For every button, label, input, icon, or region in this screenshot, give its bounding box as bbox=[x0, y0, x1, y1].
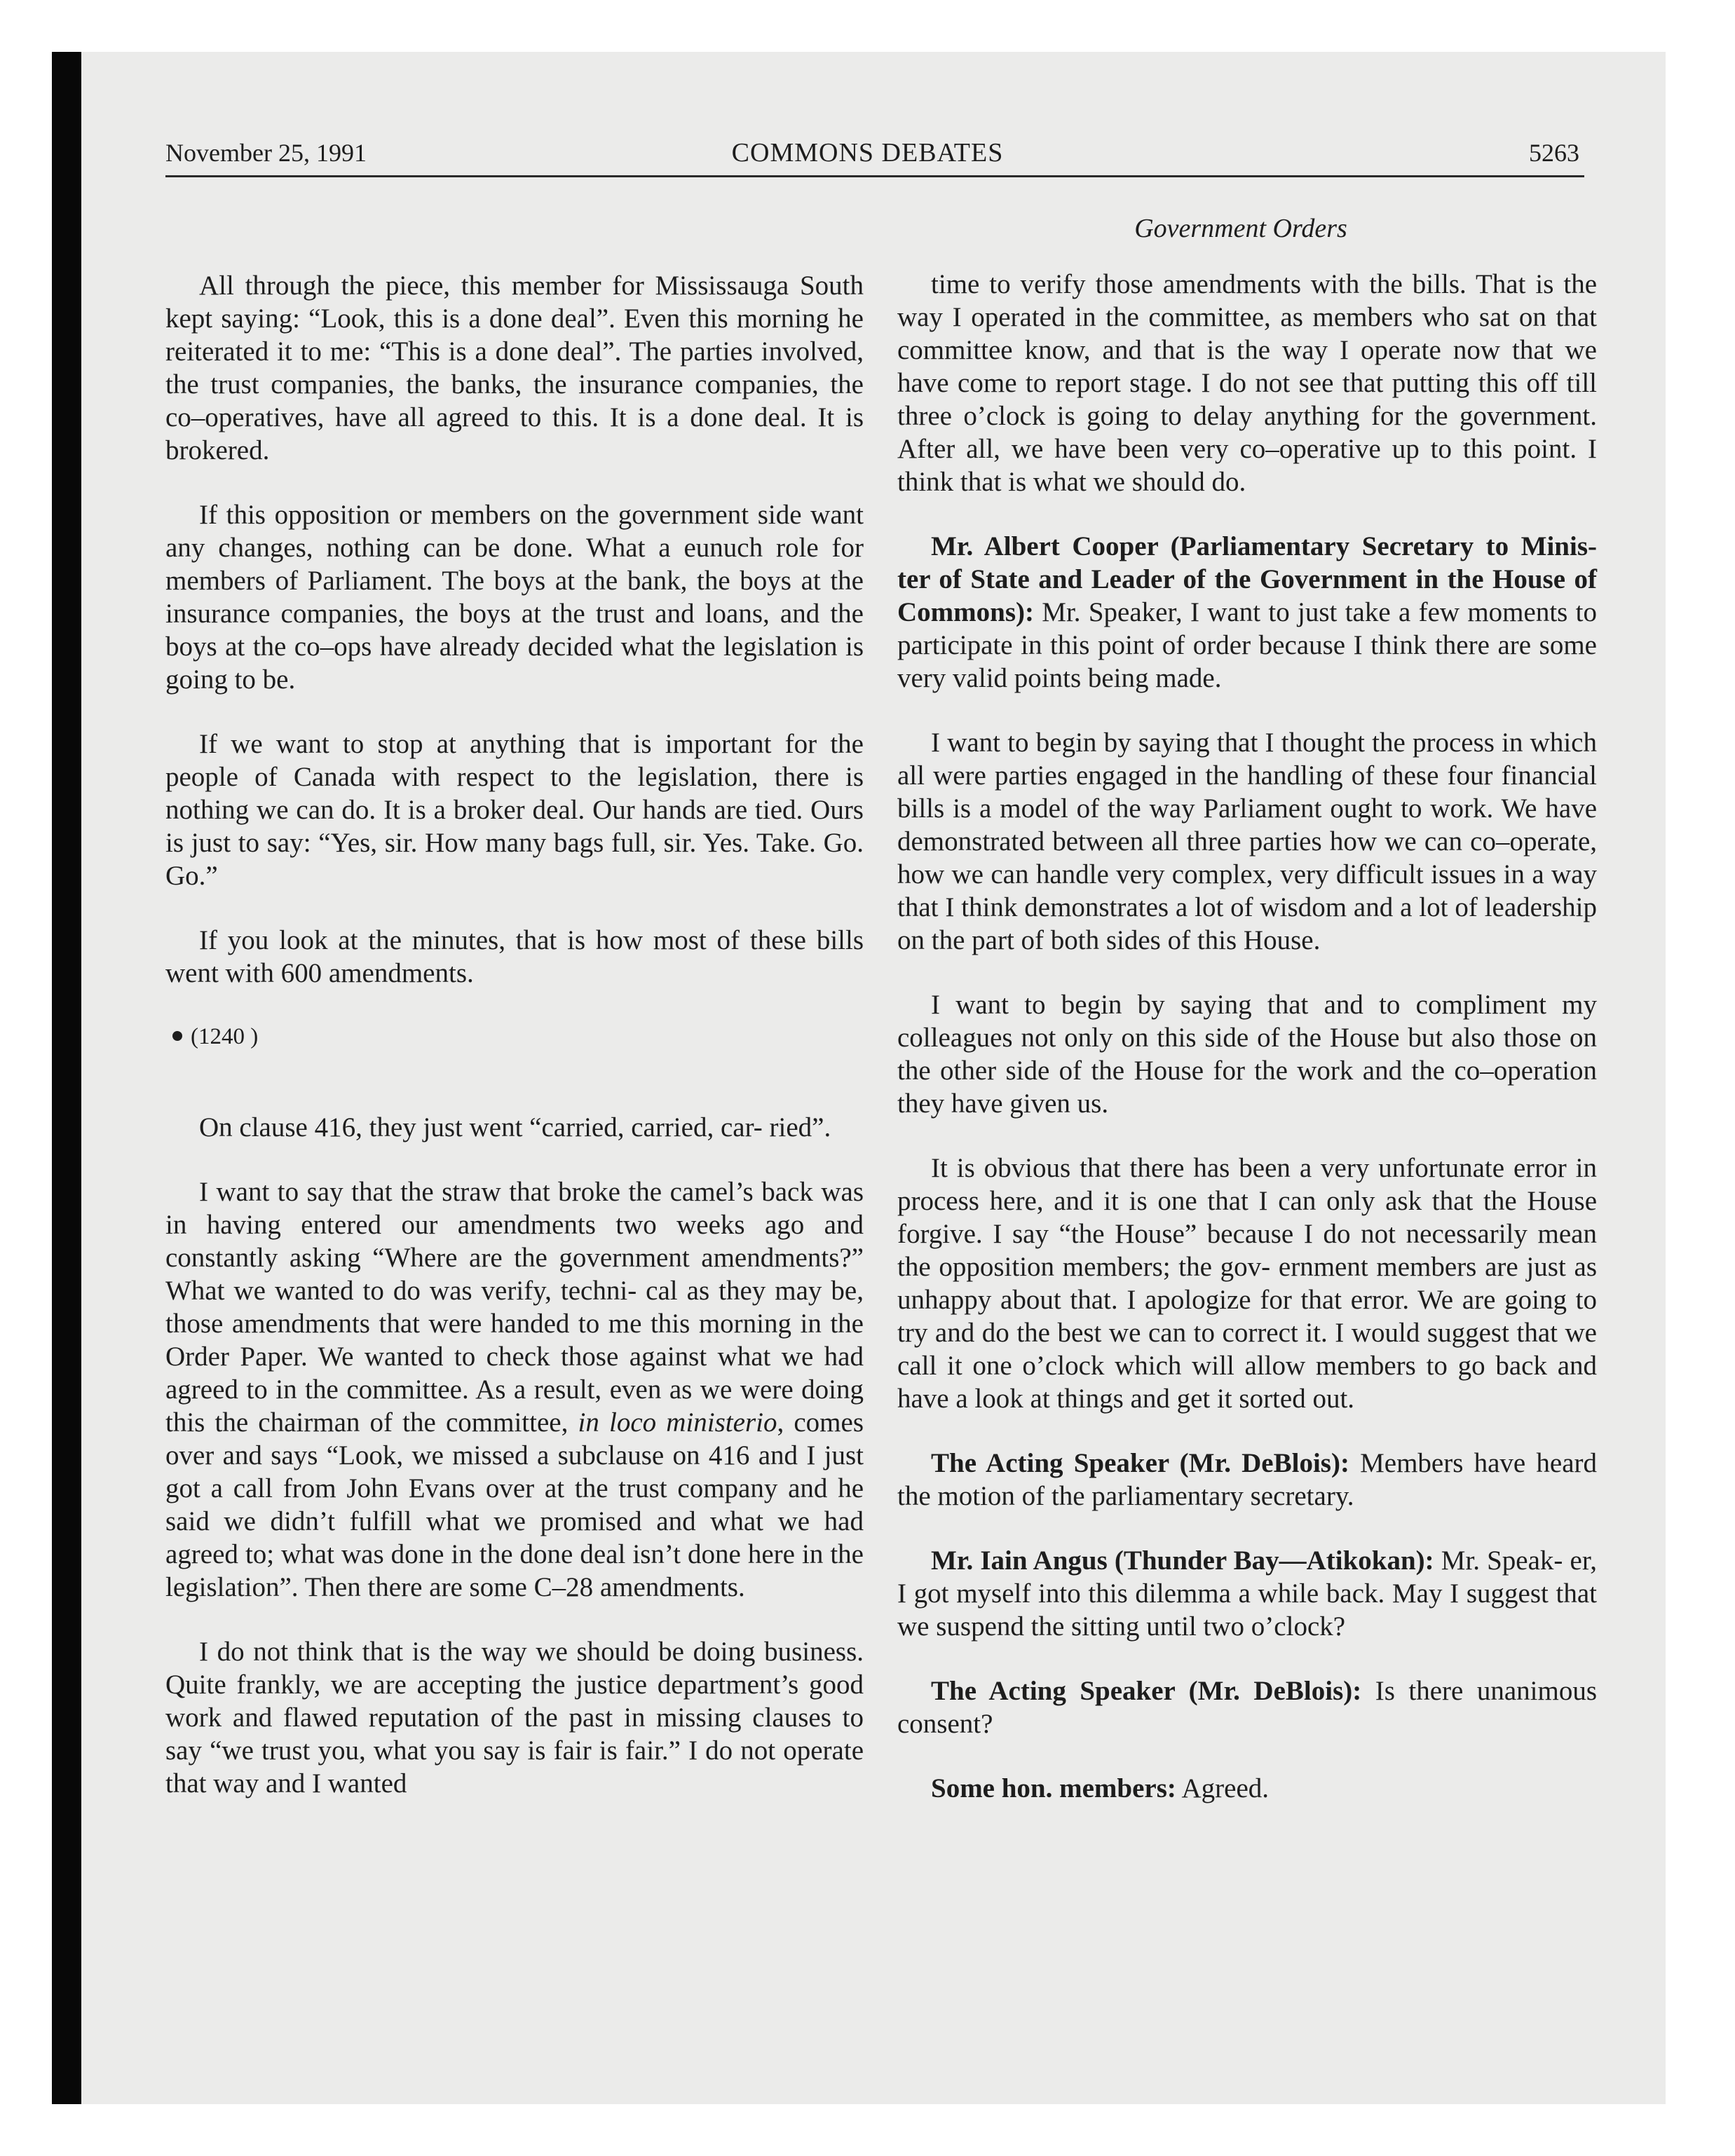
time-marker bbox=[165, 1021, 864, 1052]
left-paragraph-4: If you look at the minutes, that is how most of these bills went with 600 amendments. bbox=[165, 925, 864, 988]
speech-text: Agreed. bbox=[1176, 1773, 1270, 1803]
right-paragraph-2 bbox=[897, 530, 1597, 695]
left-paragraph-7: I do not think that is the way we should be doing business. Quite frankly, we are accepting the justice department’s good work and flawed reputation of the past in missing clauses to say “we trust you, what you say is fair is fair.” I do not operate that way and I wanted bbox=[165, 1637, 864, 1799]
speaker-name: Mr. Albert Cooper (Parliamentary Secretary to Minis- ter of State and Leader of the Government in the House of Commons): bbox=[897, 531, 1597, 627]
right-paragraph-7 bbox=[897, 1544, 1597, 1643]
latin-phrase: in loco ministerio bbox=[578, 1407, 777, 1438]
right-column bbox=[897, 268, 1597, 1836]
left-paragraph-6 bbox=[165, 1175, 864, 1604]
right-paragraph-4: I want to begin by saying that and to compliment my colleagues not only on this side of the House but also those on the other side of the House for the work and the co–operation they have given us. bbox=[897, 990, 1597, 1119]
speaker-name: Some hon. members: bbox=[931, 1773, 1176, 1803]
speaker-name: The Acting Speaker (Mr. DeBlois): bbox=[931, 1676, 1362, 1706]
speech-text: Mr. Speaker, I want to just take a few moments to participate in this point of order because I think there are some very valid points being made. bbox=[897, 597, 1597, 693]
header-date: November 25, 1991 bbox=[165, 139, 367, 167]
speaker-name: The Acting Speaker (Mr. DeBlois): bbox=[931, 1448, 1349, 1478]
right-paragraph-8 bbox=[897, 1674, 1597, 1740]
header-rule bbox=[165, 175, 1584, 177]
speaker-name: Mr. Iain Angus (Thunder Bay—Atikokan): bbox=[931, 1546, 1434, 1576]
right-paragraph-5: It is obvious that there has been a very unfortunate error in process here, and it is one that I can only ask that the House forgive. I say “the House” because I do not necessarily mean the opposition members; the gov- ernment members are just as unhappy about that. I apologize for that error. We are going to try and do the best we can to correct it. I would suggest that we call it one o’clock which will allow members to go back and have a look at things and get it sorted out. bbox=[897, 1153, 1597, 1414]
binding-edge bbox=[52, 52, 81, 2104]
left-paragraph-1: All through the piece, this member for Mississauga South kept saying: “Look, this is a done deal”. Even this morning he reiterated it to me: “This is a done deal”. The parties involved, the trust companies, the banks, the insurance companies, the co–operatives, have all agreed to this. It is a done deal. It is brokered. bbox=[165, 271, 864, 465]
right-paragraph-6 bbox=[897, 1447, 1597, 1513]
right-paragraph-9 bbox=[897, 1772, 1597, 1805]
left-paragraph-3: If we want to stop at anything that is important for the people of Canada with respect to the legislation, there is nothing we can do. It is a broker deal. Our hands are tied. Ours is just to say: “Yes, sir. How many bags full, sir. Yes. Take. Go. Go.” bbox=[165, 729, 864, 891]
right-paragraph-1: time to verify those amendments with the bills. That is the way I operated in the committee, as members who sat on that committee know, and that is the way I operate now that we have come to report stage. I do not see that putting this off till three o’clock is going to delay anything for the government. After all, we have been very co–operative up to this point. I think that is what we should do. bbox=[897, 269, 1597, 497]
right-paragraph-3: I want to begin by saying that I thought the process in which all were parties engaged in the handling of these four financial bills is a model of the way Parliament ought to work. We have demonstrated between all three parties how we can co–operate, how we can handle very complex, very difficult issues in a way that I think demonstrates a lot of wisdom and a lot of leadership on the part of both sides of this House. bbox=[897, 728, 1597, 955]
speech-text: Mr. Speak- er, I got myself into this dilemma a while back. May I suggest that we suspend the sitting until two o’clock? bbox=[897, 1546, 1597, 1642]
speech-text: Members have heard the motion of the parliamentary secretary. bbox=[897, 1448, 1597, 1511]
left-paragraph-6-text-a: I want to say that the straw that broke the camel’s back was in having entered our amendments two weeks ago and constantly asking “Where are the government amendments?” What we wanted to do was verify, techni- cal as they may be, those amendments that were handed to me this morning in the Order Paper. We wanted to check those against what we had agreed to in the committee. As a result, even as we were doing this the chairman of the committee, bbox=[165, 1177, 864, 1438]
left-paragraph-2: If this opposition or members on the government side want any changes, nothing can be done. What a eunuch role for members of Parliament. The boys at the bank, the boys at the insurance companies, the boys at the trust and loans, and the boys at the co–ops have already decided what the legislation is going to be. bbox=[165, 500, 864, 695]
time-marker-text: (1240 ) bbox=[191, 1024, 259, 1049]
bullet-icon bbox=[172, 1031, 182, 1041]
header-page-number: 5263 bbox=[1529, 139, 1579, 167]
section-title: Government Orders bbox=[1134, 214, 1347, 243]
header-title: COMMONS DEBATES bbox=[731, 138, 1004, 168]
speech-text: Is there unanimous consent? bbox=[897, 1676, 1597, 1739]
left-paragraph-6-text-b: , comes over and says “Look, we missed a subclause on 416 and I just got a call from John Evans over at the trust company and he said we didn’t fulfill what we promised and what we had agreed to; what was done in the done deal isn’t done here in the legislation”. Then there are some C–28 amendments. bbox=[165, 1407, 864, 1602]
left-paragraph-5: On clause 416, they just went “carried, carried, car- ried”. bbox=[199, 1112, 831, 1142]
left-column bbox=[165, 269, 864, 1831]
